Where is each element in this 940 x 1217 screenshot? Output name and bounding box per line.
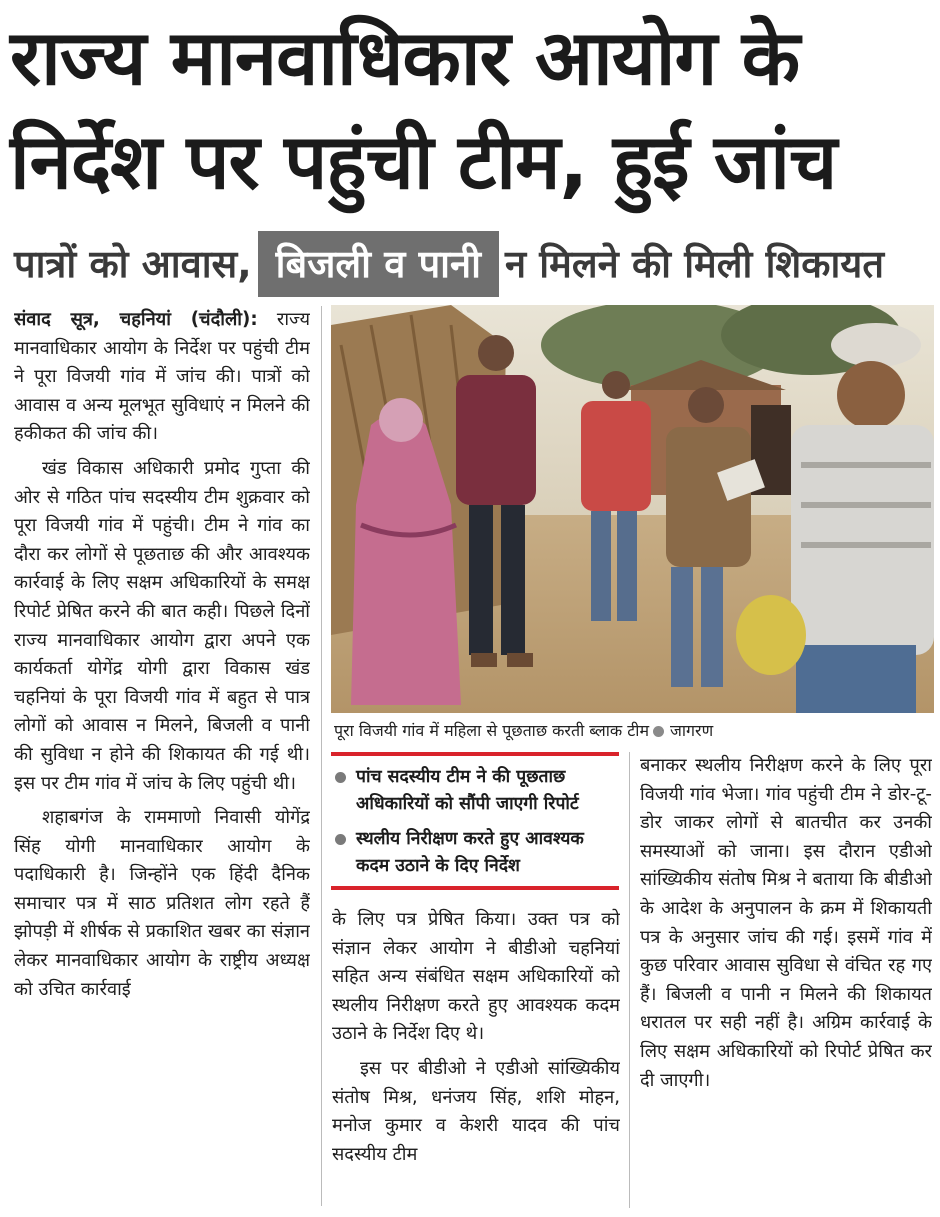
subheadline: [14, 228, 934, 300]
red-rule-top: [331, 752, 619, 756]
paragraph: इस पर बीडीओ ने एडीओ सांख्यिकीय संतोष मिश्र, धनंजय सिंह, शशि मोहन, मनोज कुमार व केशरी यादव की पांच सदस्यीय टीम: [332, 1057, 620, 1165]
paragraph: के लिए पत्र प्रेषित किया। उक्त पत्र को संज्ञान लेकर आयोग ने बीडीओ चहनियां सहित अन्य संबंधित सक्षम अधिकारियों को स्थलीय निरीक्षण करते हुए आवश्यक कदम उठाने के निर्देश दिए थे।: [332, 909, 620, 1045]
photo-credit: जागरण: [670, 721, 714, 740]
headline-line-1: राज्य मानवाधिकार आयोग के: [10, 13, 800, 102]
caption-text: पूरा विजयी गांव में महिला से पूछताछ करती ब्लाक टीम: [334, 721, 650, 740]
column-divider: [321, 306, 322, 1206]
highlight-item: [331, 826, 619, 880]
article-column-1: [14, 306, 310, 1208]
photo-caption: [334, 718, 934, 744]
column-divider: [629, 752, 630, 1208]
headline-line-2: निर्देश पर पहुंची टीम, हुई जांच: [10, 117, 837, 206]
paragraph: राज्य मानवाधिकार आयोग के निर्देश पर पहुंची टीम ने पूरा विजयी गांव में जांच की। पात्रों को आवास व अन्य मूलभूत सुविधाएं न मिलने की हकीकत की जांच की।: [14, 309, 310, 445]
paragraph: शहाबगंज के राममाणो निवासी योगेंद्र सिंह योगी मानवाधिकार आयोग के पदाधिकारी है। जिन्होंने एक हिंदी दैनिक समाचार पत्र में साठ प्रतिशत लोग रहते हैं झोपड़ी में शीर्षक से प्रकाशित खबर का संज्ञान लेकर मानवाधिकार आयोग के राष्ट्रीय अध्यक्ष को उचित कार्रवाई: [14, 807, 310, 1000]
subhead-before: पात्रों को आवास,: [14, 242, 252, 286]
highlight-item: [331, 764, 619, 818]
bullet-icon: [335, 834, 346, 845]
highlight-text: स्थलीय निरीक्षण करते हुए आवश्यक कदम उठाने के दिए निर्देश: [356, 829, 584, 876]
news-photo: [331, 305, 934, 713]
bullet-icon: [335, 772, 346, 783]
subhead-highlight: बिजली व पानी: [258, 231, 499, 297]
subhead-after: न मिलने की मिली शिकायत: [504, 242, 885, 286]
article-column-3: [640, 752, 932, 1208]
paragraph: बनाकर स्थलीय निरीक्षण करने के लिए पूरा विजयी गांव भेजा। गांव पहुंची टीम ने डोर-टू-डोर जाकर लोगों से बातचीत कर उनकी समस्याओं को जाना। इस दौरान एडीओ सांख्यिकीय संतोष मिश्र ने बताया कि बीडीओ के आदेश के अनुपालन के क्रम में शिकायती पत्र के अनुसार जांच की गई। इसमें गांव में कुछ परिवार आवास सुविधा से वंचित रह गए हैं। बिजली व पानी न मिलने की शिकायत धरातल पर सही नहीं है। अग्रिम कार्रवाई के लिए सक्षम अधिकारियों को रिपोर्ट प्रेषित कर दी जाएगी।: [640, 755, 932, 1091]
bullet-icon: [653, 726, 664, 737]
headline: [10, 6, 930, 214]
dateline: संवाद सूत्र, चहनियां (चंदौली):: [14, 309, 258, 330]
highlights-box: [331, 752, 619, 898]
paragraph: खंड विकास अधिकारी प्रमोद गुप्ता की ओर से गठित पांच सदस्यीय टीम शुक्रवार को पूरा विजयी गांव में पहुंची। टीम ने गांव का दौरा कर लोगों से पूछताछ की और आवश्यक कार्रवाई के लिए सक्षम अधिकारियों के समक्ष रिपोर्ट प्रेषित करने की बात कही। पिछले दिनों राज्य मानवाधिकार आयोग द्वारा अपने एक कार्यकर्ता योगेंद्र योगी द्वारा विकास खंड चहनियां के पूरा विजयी गांव में बहुत से पात्र लोगों को आवास न मिलने, बिजली व पानी की सुविधा न होने की शिकायत की गई थी। इस पर टीम गांव में जांच के लिए पहुंची थी।: [14, 457, 310, 794]
red-rule-bottom: [331, 886, 619, 890]
highlight-text: पांच सदस्यीय टीम ने की पूछताछ अधिकारियों को सौंपी जाएगी रिपोर्ट: [356, 767, 579, 814]
article-column-2: [332, 906, 620, 1206]
